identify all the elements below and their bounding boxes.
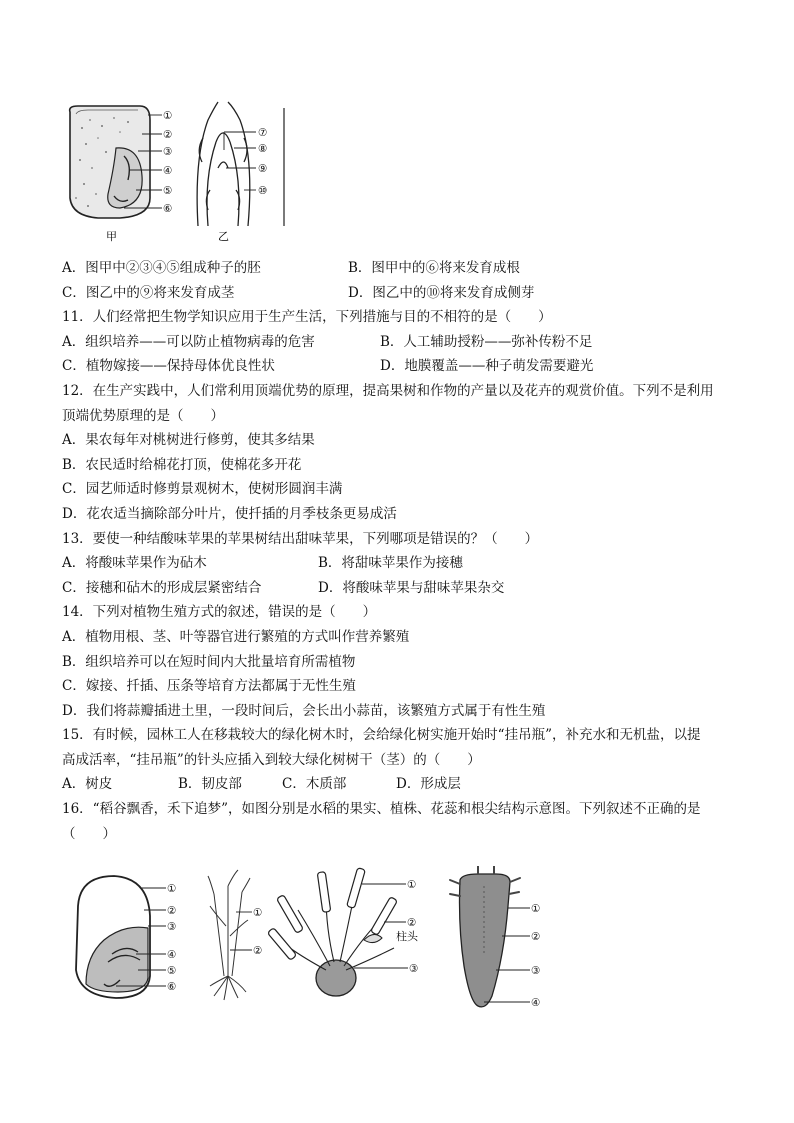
seed-label-5: ⑤ (167, 965, 177, 977)
q13-option-b: B．将甜味苹果作为接穗 (318, 555, 463, 572)
q14-option-a: A．植物用根、茎、叶等器官进行繁殖的方式叫作营养繁殖 (62, 628, 410, 645)
q15-options-row (62, 772, 752, 797)
q11-option-b: B．人工辅助授粉——弥补传粉不足 (380, 333, 593, 350)
q12-option-b: B．农民适时给棉花打顶，使棉花多开花 (62, 456, 302, 473)
label-5: ⑤ (163, 185, 173, 197)
figure-yi-bud (197, 102, 250, 226)
figure-rice-plant (208, 870, 250, 1000)
label-4: ④ (163, 165, 173, 177)
q12-option-d: D．花农适当摘除部分叶片，使扦插的月季枝条更易成活 (62, 505, 397, 522)
q13-options-row1 (62, 551, 752, 576)
q11-option-a: A．组织培养——可以防止植物病毒的危害 (62, 333, 315, 350)
label-1: ① (163, 110, 173, 122)
root-label-2: ② (531, 931, 541, 943)
q10-options-row2 (62, 281, 752, 306)
figure-seed-and-bud (58, 98, 298, 248)
q10-option-d: D．图乙中的⑩将来发育成侧芽 (348, 284, 535, 301)
plant-label-1: ① (253, 907, 263, 919)
label-9: ⑨ (258, 163, 268, 175)
label-3: ③ (163, 146, 173, 158)
q10-options-row1 (62, 256, 752, 281)
q16-stem-line1: 16．“稻谷飘香，禾下追梦”，如图分别是水稻的果实、植株、花蕊和根尖结构示意图。下列叙述不正确的是 (62, 801, 701, 818)
label-2: ② (163, 129, 173, 141)
label-8: ⑧ (258, 143, 268, 155)
plant-label-2: ② (253, 945, 263, 957)
q15-stem-line1: 15．有时候，园林工人在移栽较大的绿化树木时，会给绿化树实施开始时“挂吊瓶”，补充水和无机盐，以提 (62, 727, 701, 744)
seed-label-1: ① (167, 883, 177, 895)
figure-rice-seed (76, 876, 176, 998)
flower-label-2: ② (407, 917, 417, 929)
q10-option-b: B．图甲中的⑥将来发育成根 (348, 260, 520, 276)
q11-options-row2 (62, 354, 752, 379)
label-10: ⑩ (258, 185, 268, 197)
q13-option-a: A．将酸味苹果作为砧木 (62, 555, 207, 572)
questions-block (62, 256, 752, 846)
root-label-3: ③ (531, 965, 541, 977)
q16-stem-line2: （ ） (62, 825, 116, 842)
figure-root-tip (450, 866, 540, 1009)
q15-option-c: C．木质部 (282, 776, 347, 793)
root-label-4: ④ (531, 997, 541, 1009)
caption-jia: 甲 (106, 230, 117, 243)
q10-option-c: C．图乙中的⑨将来发育成茎 (62, 284, 235, 301)
q15-stem-line2: 高成活率，“挂吊瓶”的针头应插入到较大绿化树树干（茎）的（ ） (62, 751, 481, 768)
q11-options-row1 (62, 330, 752, 355)
q14-option-b: B．组织培养可以在短时间内大批量培育所需植物 (62, 653, 356, 670)
seed-label-6: ⑥ (167, 981, 177, 993)
q14-option-d: D．我们将蒜瓣插进土里，一段时间后，会长出小蒜苗，该繁殖方式属于有性生殖 (62, 702, 546, 719)
label-6: ⑥ (163, 203, 173, 215)
q13-stem: 13．要使一种结酸味苹果的苹果树结出甜味苹果，下列哪项是错误的？（ ） (62, 530, 539, 547)
q11-option-d: D．地膜覆盖——种子萌发需要避光 (380, 358, 594, 375)
q12-stem-line1: 12．在生产实践中，人们常利用顶端优势的原理，提高果树和作物的产量以及花卉的观赏价值。下列不是利用 (62, 382, 714, 399)
q12-stem-line2: 顶端优势原理的是（ ） (62, 407, 224, 424)
seed-label-4: ④ (167, 949, 177, 961)
figure-rice-structures (64, 866, 564, 1016)
root-label-1: ① (531, 903, 541, 915)
q10-option-a: A．图甲中②③④⑤组成种子的胚 (62, 260, 261, 276)
flower-label-3: ③ (409, 963, 419, 975)
q12-option-a: A．果农每年对桃树进行修剪，使其多结果 (62, 432, 315, 449)
figure-jia-seed (70, 106, 173, 243)
q15-option-b: B．韧皮部 (178, 776, 242, 793)
q11-stem: 11．人们经常把生物学知识应用于生产生活，下列措施与目的不相符的是（ ） (62, 309, 552, 326)
q15-option-d: D．形成层 (396, 776, 461, 793)
figure-rice-flower (267, 868, 419, 996)
caption-yi: 乙 (218, 230, 229, 243)
q11-option-c: C．植物嫁接——保持母体优良性状 (62, 358, 275, 375)
q13-option-c: C．接穗和砧木的形成层紧密结合 (62, 579, 262, 596)
stigma-label: 柱头 (396, 930, 418, 943)
q12-option-c: C．园艺师适时修剪景观树木，使树形圆润丰满 (62, 481, 343, 498)
q14-option-c: C．嫁接、扦插、压条等培育方法都属于无性生殖 (62, 678, 356, 695)
q13-options-row2 (62, 576, 752, 601)
seed-label-2: ② (167, 905, 177, 917)
q15-option-a: A．树皮 (62, 776, 113, 793)
q13-option-d: D．将酸味苹果与甜味苹果杂交 (318, 579, 505, 596)
seed-label-3: ③ (167, 921, 177, 933)
q14-stem: 14．下列对植物生殖方式的叙述，错误的是（ ） (62, 604, 377, 621)
label-7: ⑦ (258, 127, 268, 139)
flower-label-1: ① (407, 879, 417, 891)
